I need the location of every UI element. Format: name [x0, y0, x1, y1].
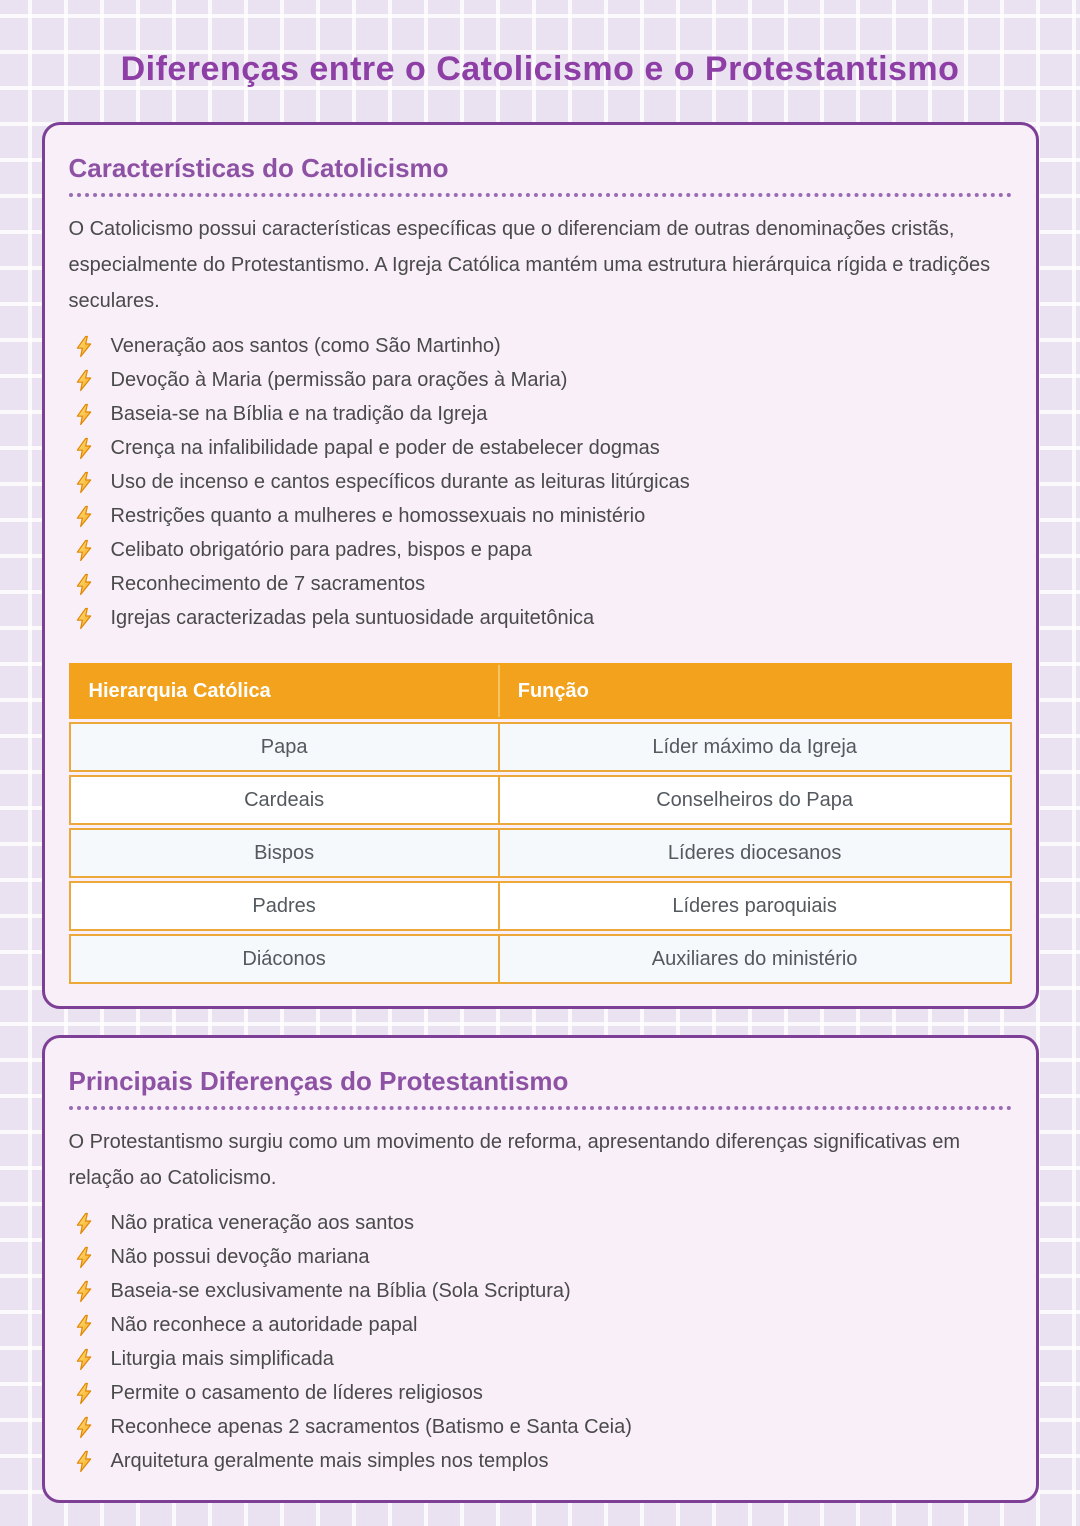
- table-row: [69, 881, 1012, 931]
- bullet-item: [69, 1206, 1012, 1240]
- table-cell: Cardeais: [244, 788, 325, 811]
- bullet-item: [69, 499, 1012, 533]
- bullet-text: Não pratica veneração aos santos: [110, 1211, 415, 1234]
- lightning-icon: [73, 335, 95, 358]
- page-title: Diferenças entre o Catolicismo e o Protestantismo: [120, 50, 960, 88]
- bullet-item: [69, 601, 1012, 635]
- bullet-text: Não possui devoção mariana: [110, 1245, 370, 1268]
- lightning-icon: [73, 505, 95, 528]
- lightning-icon: [73, 1280, 95, 1303]
- table-header-row: [69, 663, 1012, 719]
- table-cell: Líder máximo da Igreja: [498, 724, 1010, 770]
- bullet-item: [69, 533, 1012, 567]
- lightning-icon: [73, 1450, 95, 1473]
- table-cell: Padres: [252, 894, 316, 917]
- table-header-cell: Função: [498, 665, 1010, 717]
- lightning-icon: [73, 1348, 95, 1371]
- lightning-icon: [73, 1382, 95, 1405]
- bullet-text: Devoção à Maria (permissão para orações à Maria): [110, 368, 568, 391]
- table-header-cell: Hierarquia Católica: [88, 679, 271, 702]
- bullet-item: [69, 363, 1012, 397]
- section-heading-catolicismo: Características do Catolicismo: [69, 145, 1012, 197]
- bullet-item: [69, 1308, 1012, 1342]
- table-cell: Auxiliares do ministério: [498, 936, 1010, 982]
- bullet-text: Restrições quanto a mulheres e homossexuais no ministério: [110, 504, 646, 527]
- bullet-text: Igrejas caracterizadas pela suntuosidade arquitetônica: [110, 606, 595, 629]
- lightning-icon: [73, 607, 95, 630]
- bullet-item: [69, 1376, 1012, 1410]
- section-intro-catolicismo: O Catolicismo possui características específicas que o diferenciam de outras denominações cristãs, especialmente do Protestantismo. A Igreja Católica mantém uma estrutura hierárquica rígida e tradições seculares.: [68, 218, 991, 312]
- section-catolicismo: [42, 122, 1039, 1009]
- lightning-icon: [73, 1246, 95, 1269]
- bullet-text: Baseia-se exclusivamente na Bíblia (Sola Scriptura): [110, 1279, 571, 1302]
- bullet-item: [69, 1410, 1012, 1444]
- bullet-item: [69, 431, 1012, 465]
- bullet-text: Celibato obrigatório para padres, bispos e papa: [110, 538, 532, 561]
- lightning-icon: [73, 403, 95, 426]
- section-heading-protestantismo: Principais Diferenças do Protestantismo: [69, 1058, 1012, 1110]
- bullet-text: Uso de incenso e cantos específicos durante as leituras litúrgicas: [110, 470, 690, 493]
- table-row: [69, 934, 1012, 984]
- bullet-text: Crença na infalibilidade papal e poder de estabelecer dogmas: [110, 436, 660, 459]
- bullet-text: Baseia-se na Bíblia e na tradição da Igreja: [110, 402, 488, 425]
- bullet-text: Não reconhece a autoridade papal: [110, 1313, 418, 1336]
- bullet-item: [69, 1274, 1012, 1308]
- lightning-icon: [73, 573, 95, 596]
- section-protestantismo: [42, 1035, 1039, 1503]
- bullet-text: Liturgia mais simplificada: [110, 1347, 334, 1370]
- table-cell: Líderes diocesanos: [498, 830, 1010, 876]
- bullet-text: Arquitetura geralmente mais simples nos templos: [110, 1449, 549, 1472]
- table-cell: Conselheiros do Papa: [498, 777, 1010, 823]
- lightning-icon: [73, 471, 95, 494]
- bullet-text: Reconhecimento de 7 sacramentos: [110, 572, 426, 595]
- table-row: [69, 722, 1012, 772]
- bullet-list-catolicismo: [69, 329, 1012, 635]
- bullet-item: [69, 1240, 1012, 1274]
- bullet-list-protestantismo: [69, 1206, 1012, 1478]
- lightning-icon: [73, 539, 95, 562]
- lightning-icon: [73, 369, 95, 392]
- table-cell: Bispos: [254, 841, 315, 864]
- bullet-text: Reconhece apenas 2 sacramentos (Batismo e Santa Ceia): [110, 1415, 632, 1438]
- bullet-text: Veneração aos santos (como São Martinho): [110, 334, 501, 357]
- hierarchy-table: [69, 663, 1012, 984]
- table-row: [69, 828, 1012, 878]
- table-cell: Papa: [260, 735, 308, 758]
- bullet-item: [69, 397, 1012, 431]
- section-intro-protestantismo: O Protestantismo surgiu como um movimento de reforma, apresentando diferenças significativas em relação ao Catolicismo.: [68, 1131, 961, 1189]
- lightning-icon: [73, 1416, 95, 1439]
- lightning-icon: [73, 1212, 95, 1235]
- table-cell: Líderes paroquiais: [498, 883, 1010, 929]
- table-cell: Diáconos: [242, 947, 326, 970]
- bullet-item: [69, 329, 1012, 363]
- lightning-icon: [73, 1314, 95, 1337]
- bullet-item: [69, 1444, 1012, 1478]
- bullet-item: [69, 465, 1012, 499]
- bullet-text: Permite o casamento de líderes religiosos: [110, 1381, 483, 1404]
- bullet-item: [69, 567, 1012, 601]
- bullet-item: [69, 1342, 1012, 1376]
- lightning-icon: [73, 437, 95, 460]
- table-row: [69, 775, 1012, 825]
